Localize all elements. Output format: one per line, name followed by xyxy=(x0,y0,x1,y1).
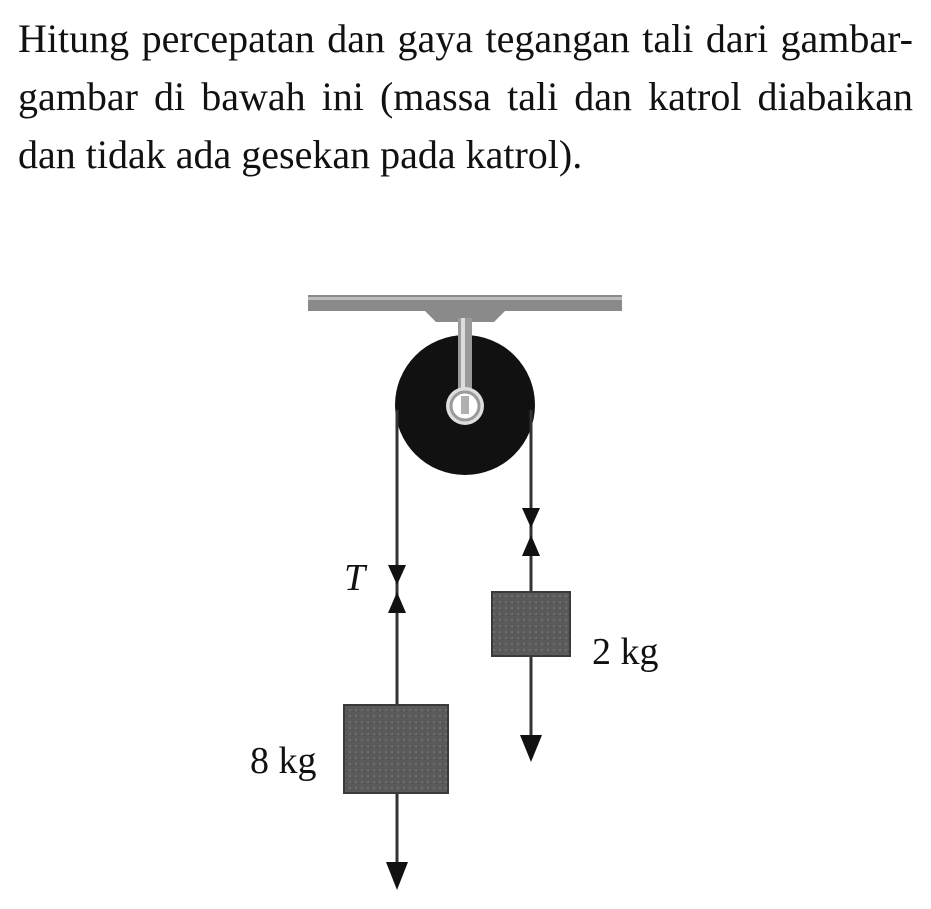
mass-label-2kg: 2 kg xyxy=(592,631,659,673)
weight-arrow-8kg xyxy=(386,862,408,890)
question-text: Hitung percepatan dan gaya tegangan tali dari gambar-gambar di bawah ini (massa tali dan katrol diabaikan dan tidak ada gesekan pada katrol). xyxy=(18,16,913,177)
weight-arrow-2kg xyxy=(520,735,542,762)
tension-arrow-up-right xyxy=(522,535,540,556)
ceiling-highlight xyxy=(308,297,622,300)
mass-label-8kg: 8 kg xyxy=(250,740,317,782)
tension-label: T xyxy=(344,557,366,599)
block-8kg xyxy=(344,705,448,793)
tension-arrow-down-right xyxy=(522,508,540,528)
block-2kg xyxy=(492,592,570,656)
tension-arrow-up-left xyxy=(388,592,406,613)
tension-arrow-down-left xyxy=(388,565,406,585)
pulley-hub-pin xyxy=(461,396,469,414)
